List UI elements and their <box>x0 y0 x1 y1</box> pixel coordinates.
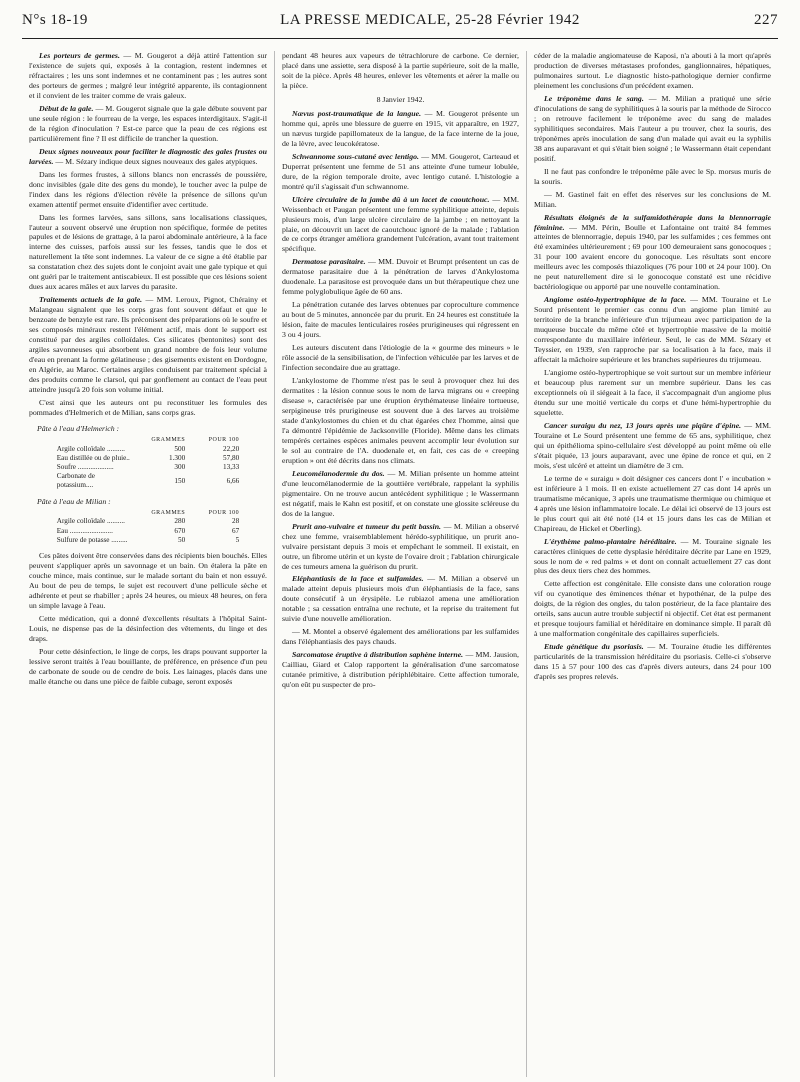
formula-table <box>53 437 243 491</box>
paragraph <box>534 642 771 682</box>
paragraph-text: Les auteurs discutent dans l'étiologie de la « gourme des mineurs » le rôle associé de la sensibilisation, de l'infection véhiculée par les larves et de l'infection secondaire due au grattage. <box>282 343 519 373</box>
paragraph-text: — MM. Weissenbach et Paugan présentent une femme syphilitique atteinte, depuis plusieurs mois, d'un large ulcère circulaire de la jambe ; en nettoyant la plaie, on découvrit un lacet de caoutchouc ignoré de la malade ; l'ablation de ce corps étranger améliora grandement l'ulcération, avant tout traitement spécifique. <box>282 194 519 254</box>
paragraph-text: — M. Milian a observé chez une femme, vraisemblablement hérédo-syphilitique, un prurit ano-vulvaire persistant depuis 3 mois et empêchant le sommeil. Il existait, en outre, un fibrome utérin et un kyste de l'ovaire droit ; l'ablation chirurgicale de ces tumeurs amena la guérison du prurit. <box>282 521 519 571</box>
formula-grams: 50 <box>178 535 186 544</box>
paragraph-heading: Angiome ostéo-hypertrophique de la face. <box>544 295 687 305</box>
paragraph <box>534 51 771 91</box>
formula-ingredient: Eau distillée ou de pluie.. <box>56 453 130 462</box>
paragraph <box>29 170 267 210</box>
formula-ingredient: Carbonate de potassium.... <box>56 472 95 490</box>
page-number: 227 <box>754 12 778 28</box>
paragraph-text: — M. Montel a observé également des améliorations par les sulfamides dans l'éléphantiasis des pays chauds. <box>282 627 519 647</box>
paragraph-heading: Ulcère circulaire de la jambe dû à un lacet de caoutchouc. <box>292 194 490 204</box>
paragraph <box>534 421 771 471</box>
formula-percent: 6,66 <box>226 476 240 485</box>
paragraph-text: — MM. Périn, Boulle et Lafontaine ont traité 84 femmes atteintes de blennorragie, depuis 1940, par les sulfamides ; ces femmes ont été examinées ultérieurement ; 69 pour 100 demeuraient sans gonocoques ; 31 pour 100 avaient encore du gonocoque. Les résultats sont encore meilleurs avec les composés thiazoliques (76 pour 100 et 24 pour 100). On ne peut naturellement dire si le gonocoque constaté est une récidive bactériologique ou apporté par une nouvelle contamination. <box>534 222 771 292</box>
paragraph <box>29 614 267 644</box>
paragraph-heading: Résultats éloignés de la sulfamidothérapie dans la blennorragie féminine. <box>534 212 771 232</box>
paragraph-text: — M. Touraine signale les caractères cliniques de cette dysplasie héréditaire décrite par Lane en 1929, sous le nom de « red palms » et dont on connaît actuellement 27 cas dont plus des deux tiers chez des hommes. <box>534 536 771 576</box>
formula-percent: 28 <box>232 517 240 526</box>
paragraph <box>534 295 771 365</box>
paragraph-text: Pour cette désinfection, le linge de corps, les draps pouvant supporter la lessive seront traités à l'eau bouillante, de préférence, en présence d'un peu de carbonate de soude ou de cendre de bois. Les lainages, placés dans une malle étanche ou dans une pièce de faible cubage, seront exposés <box>29 646 267 686</box>
formula-header-row <box>53 437 243 445</box>
paragraph <box>29 104 267 144</box>
paragraph-heading: Etude génétique du psoriasis. <box>544 642 644 652</box>
paragraph <box>534 537 771 577</box>
paragraph-text: — M. Gastinel fait en effet des réserves sur les conclusions de M. Milian. <box>534 189 771 209</box>
formula-title: Pâte à l'eau de Milian : <box>37 496 111 506</box>
paragraph-text: Cette médication, qui a donné d'excellents résultats à l'hôpital Saint-Louis, ne dispense pas de la désinfection des vêtements, du linge et des draps. <box>29 613 267 643</box>
paragraph <box>282 257 519 297</box>
paragraph <box>29 551 267 611</box>
formula-row <box>53 463 243 472</box>
paragraph-heading: Eléphantiasis de la face et sulfamides. <box>292 574 424 584</box>
paragraph-text: — M. Milian présente un homme atteint d'une leucomélanodermie de la gouttière vertébrale, rappelant la syphilis pigmentaire. On ne trouve aucun antécédent syphilitique ; le Wassermann est négatif, mais le Kahn est positif, et on constate une glossite scléreuse du dos de la langue. <box>282 468 519 518</box>
paragraph-heading: Dermatose parasitaire. <box>292 257 366 267</box>
paragraph <box>29 147 267 167</box>
formula-grams: 300 <box>174 462 186 471</box>
formula-row <box>53 517 243 526</box>
paragraph-text: céder de la maladie angiomateuse de Kaposi, n'a abouti à la mort qu'après production de diverses métastases profondes, ganglionnaires, hépatiques, pulmonaires surtout. Le diagnostic histo-pathologique dernier confirme pleinement les conclusions d'un précédent examen. <box>534 51 771 90</box>
paragraph-heading: Leucomélanodermie du dos. <box>292 468 385 478</box>
column-3 <box>526 51 778 1077</box>
formula-header-cell: GRAMMES <box>151 509 186 516</box>
paragraph <box>534 368 771 418</box>
paragraph <box>534 213 771 293</box>
formula-ingredient: Eau ........................ <box>56 526 113 535</box>
session-date: 8 Janvier 1942. <box>376 94 425 104</box>
paragraph-heading: Les porteurs de germes. <box>39 51 120 60</box>
formula-header-row <box>53 510 243 518</box>
formula-row <box>53 472 243 490</box>
paragraph <box>29 295 267 395</box>
paragraph <box>534 167 771 187</box>
paragraph <box>282 469 519 519</box>
formula-ingredient: Argile colloïdale .......... <box>56 517 125 526</box>
formula-grams: 500 <box>174 444 186 453</box>
paragraph <box>534 94 771 164</box>
paragraph <box>534 474 771 534</box>
paragraph <box>282 300 519 340</box>
paragraph <box>29 213 267 293</box>
paragraph <box>282 152 519 192</box>
paragraph-text: La pénétration cutanée des larves obtenues par coproculture commence au bout de 5 minutes, annoncée par du prurit. En 24 heures est constituée la lésion, faite de macules lenticulaires rosées prurigineuses qui régressent en 3 ou 4 jours. <box>282 300 519 340</box>
paragraph-heading: Le tréponème dans le sang. <box>544 93 644 103</box>
paragraph <box>282 627 519 647</box>
column-2 <box>274 51 526 1077</box>
paragraph <box>282 376 519 466</box>
paragraph-text: Dans les formes frustes, à sillons blancs non encrassés de poussière, donc invisibles (gale dite des gens du monde), le toucher avec la pulpe de l'index dans les régions d'élection révèle la présence de sillons qu'un examen attentif permet ensuite d'identifier avec certitude. <box>29 169 267 209</box>
paragraph-text: — M. Gougerot présente un homme qui, après une blessure de guerre en 1915, vit apparaître, en 1927, un nævus turgide papillomateux de la langue, de la face interne de la joue, de la lèvre, avec leucokératose. <box>282 108 519 148</box>
formula-percent: 22,20 <box>223 444 240 453</box>
paragraph <box>534 190 771 210</box>
paragraph-heading: Deux signes nouveaux pour faciliter le diagnostic des gales frustes ou larvées. <box>29 146 267 166</box>
paragraph <box>282 574 519 624</box>
formula-title: Pâte à l'eau d'Helmerich : <box>37 423 120 433</box>
formula-grams: 280 <box>174 517 186 526</box>
formula-ingredient: Sulfure de potasse ......... <box>56 535 128 544</box>
formula-grams: 150 <box>174 476 186 485</box>
paragraph <box>282 195 519 255</box>
paragraph-heading: Traitements actuels de la gale. <box>39 295 143 305</box>
paragraph <box>282 650 519 690</box>
paragraph <box>282 109 519 149</box>
formula-header-cell: GRAMMES <box>151 436 186 443</box>
paragraph-text: — MM. Duvoir et Brumpt présentent un cas de dermatose parasitaire due à la pénétration de larves d'Ankylostoma duodenale. La parasitose est provoquée dans un but thérapeutique chez une femme polyglobulique âgée de 60 ans. <box>282 257 519 297</box>
formula-ingredient: Soufre .................... <box>56 462 114 471</box>
paragraph-heading: Nævus post-traumatique de la langue. <box>292 108 422 118</box>
formula-header-cell: POUR 100 <box>208 436 240 443</box>
paragraph <box>282 522 519 572</box>
paragraph-text: — MM. Leroux, Pignot, Chérainy et Malangeau signalent que les corps gras font souvent défaut et que le benzoate de benzyle est rare. Ils préconisent des préparations où le soufre et ses composés minéraux restent l'élément actif, mais dont le support est constitué par des argiles colloïdales. Ces silicates (bentonites) sont des argiles savonneuses qui absorbent un grand nombre de fois leur volume d'eau en prenant la forme gélatineuse ; des gisements existent en Dordogne, en Algérie, au Maroc. Certaines argiles conduisent par traitement spécial à des produits comme le clarsol, qui par gonflement au contact de l'eau peut atteindre jusqu'à 20 fois son volume initial. <box>29 295 267 394</box>
paragraph <box>534 579 771 639</box>
paragraph <box>282 343 519 373</box>
paragraph-heading: Sarcomatose éruptive à distribution saphène interne. <box>292 650 464 660</box>
paragraph-text: — M. Touraine étudie les différentes particularités de la transmission héréditaire du psoriasis. Celle-ci s'observe dans 15 à 57 pour 100 des cas d'après divers auteurs, dans 24 pour 100 d'après ses propres relevés. <box>534 642 771 682</box>
paragraph-text: Il ne faut pas confondre le tréponème pâle avec le Sp. morsus muris de la souris. <box>534 166 771 186</box>
paragraph <box>282 51 519 91</box>
formula-percent: 13,33 <box>223 462 240 471</box>
formula-row <box>53 536 243 545</box>
paragraph-heading: Cancer suraigu du nez, 13 jours après une piqûre d'épine. <box>544 420 742 430</box>
paragraph-text: — M. Milian a pratiqué une série d'inoculations de sang de syphilitiques à la souris par la méthode de Sirocco ; on retrouve facilement le tréponème avec du sang de malades syphilitiques secondaires. Mais l'auteur a pu trouver, chez la souris, des tréponèmes après inoculation de sang d'un malade qui avait eu la syphilis 38 ans auparavant et qui s'était bien soigné ; le Wassermann était cependant positif. <box>534 93 771 163</box>
paragraph-heading: Schwannome sous-cutané avec lentigo. <box>292 151 419 161</box>
formula-row <box>53 527 243 536</box>
column-1 <box>22 51 274 1077</box>
formula-header-blank <box>53 437 135 445</box>
paragraph-text: Le terme de « suraigu » doit désigner ces cancers dont l' « incubation » est inférieure à 1 mois. Il en existe actuellement 27 cas dont 14 après un traumatisme mécanique, 3 après une traumatisme thermique ou chimique et 4 après une lésion inflammatoire locale. Le délai ici observé de 13 jours est le plus court qui ait été noté (14 et 15 jours dans les cas de Milian et Chapireau, de Hickel et Oberling). <box>534 473 771 533</box>
paragraph-text: pendant 48 heures aux vapeurs de tétrachlorure de carbone. Ce dernier, placé dans une assiette, sera disposé à la partie supérieure, soit de la malle, soit de la pièce. Après 48 heures, enlever les vêtements et aérer la malle ou la pièce. <box>282 51 519 90</box>
paragraph-text: Dans les formes larvées, sans sillons, sans localisations classiques, l'auteur a souvent observé une éruption non spécifique, formée de petites papules et de lésions de grattage, à la paroi abdominale antérieure, à la face interne des cuisses, parfois aussi sur les fesses, tandis que le dos et naturellement la tête sont indemnes. La valeur de ce signe a été établie par sa constatation chez des sujets dont le conjoint avait une gale typique et qui ont guéri par le traitement antiscabieux. Il est possible que ces lésions soient dues aux acares mâles et aux larves du parasite. <box>29 212 267 292</box>
paragraph <box>29 398 267 418</box>
formula-percent: 67 <box>232 526 240 535</box>
paragraph-text: — MM. Jausion, Cailliau, Giard et Calop rapportent la généralisation d'une sarcomatose cutanée primitive, à distribution périphlébitaire. Cette affection tumorale, qu'on eût pu suspecter de pro- <box>282 650 519 690</box>
page-header <box>22 12 778 39</box>
formula-percent: 57,80 <box>223 453 240 462</box>
formula-ingredient: Argile colloïdale .......... <box>56 444 125 453</box>
paragraph-text: C'est ainsi que les auteurs ont pu reconstituer les formules des pommades d'Helmerich et de Milian, sans corps gras. <box>29 397 267 417</box>
paragraph-text: — M. Gougerot a déjà attiré l'attention sur l'existence de sujets qui, exposés à la contagion, restent indemnes et réfractaires ; les uns sont indemnes et ne contaminent pas ; les autres sont des porteurs de germes ; malgré leur intégrité apparente, ils contagionnent et il convient de les traiter comme de vrais galeux. <box>29 51 267 100</box>
formula-row <box>53 445 243 454</box>
formula-percent: 5 <box>235 535 240 544</box>
paragraph-text: — M. Milian a observé un malade atteint depuis plusieurs mois d'un éléphantiasis de la face, sans doute consécutif à un érysipèle. Le rubiazol amena une amélioration notable ; sa cessation entraîna une rechute, et la reprise du traitement fut suivie d'une nouvelle amélioration. <box>282 574 519 624</box>
formula-table <box>53 510 243 545</box>
paragraph-text: L'ankylostome de l'homme n'est pas le seul à provoquer chez lui des dermatites : la lésion connue sous le nom de larva migrans ou « creeping disease », caractérisée par une éruption érythémateuse linéaire tortueuse, serpigineuse très prurigineuse est souvent due à des larves au troisième stade d'ankylostomes du chien et du chat égarées chez l'homme, ainsi que l'a démontré l'épidémie de Jacksonville (Floride). Même dans les climats tempérés certaines espèces animales peuvent accomplir leur évolution sur le sol au contraire de l'A. duodenale et, en fait, ces cas de « creeping eruption » ont été décrits dans nos climats. <box>282 376 519 465</box>
formula-row <box>53 454 243 463</box>
paragraph-heading: Début de la gale. <box>39 103 94 113</box>
formula-grams: 670 <box>174 526 186 535</box>
formula-grams: 1.300 <box>169 453 186 462</box>
paragraph-text: Ces pâtes doivent être conservées dans des récipients bien bouchés. Elles peuvent s'appliquer après un savonnage et un bain. On étalera la pâte en couche mince, mais continue, sur le malade sortant du bain et non essuyé. Au bout de peu de temps, le sujet est recouvert d'une pellicule sèche et adhérente et peut se rhabiller ; après 24 heures, ou mieux 48 heures, on fera un simple lavage à l'eau. <box>29 550 267 610</box>
paragraph-text: L'angiome ostéo-hypertrophique se voit surtout sur un membre inférieur et beaucoup plus rarement sur un membre supérieur. Dans les cas exceptionnels où il siégeait à la face, il s'accompagnait d'un angiome plus étendu sur une moitié verticale du corps et d'une hémi-hypertrophie du squelette. <box>534 368 771 417</box>
paragraph-text: Cette affection est congénitale. Elle consiste dans une coloration rouge vif ou cyanotique des éminences thénar et hypothénar, de la pulpe des doigts, de la région des ongles, du talon postérieur, de la face plantaire des orteils, sans aucun autre trouble subjectif ni objectif. Cet état est permanent et presque toujours familial et héréditaire en dominance simple. Il paraît dû à une malformation congénitale des capillaires superficiels. <box>534 579 771 639</box>
issue-number: N°s 18-19 <box>22 12 88 28</box>
paragraph-text: — MM. Touraine et Le Sourd présentent le premier cas connu d'un angiome plan limité au territoire de la branche inférieure d'un trijumeau avec participation de la muqueuse buccale du même côté et hypertrophie massive de la moitié correspondante du maxillaire inférieur. Seul, le cas de MM. Sézary et Teyssier, en 1939, s'en rapproche par sa localisation à la face, mais il affectait la mâchoire supérieure et les branches supérieures du trijumeau. <box>534 295 771 365</box>
paragraph <box>29 647 267 687</box>
paragraph-heading: L'érythème palmo-plantaire héréditaire. <box>544 536 677 546</box>
paragraph-heading: Prurit ano-vulvaire et tumeur du petit bassin. <box>292 521 442 531</box>
paragraph <box>29 51 267 101</box>
formula-header-cell: POUR 100 <box>208 509 240 516</box>
paragraph-text: — M. Sézary indique deux signes nouveaux des gales atypiques. <box>53 156 258 166</box>
paragraph-text: — MM. Touraine et Le Sourd présentent une femme de 65 ans, syphilitique, chez qui un épithélioma spino-cellulaire s'est développé au point même où elle s'était piquée, 13 jours auparavant, avec une épine de ronce et qui, en 2 mois, s'est ulcéré et atteint un diamètre de 3 cm. <box>534 420 771 470</box>
journal-title: LA PRESSE MEDICALE, 25-28 Février 1942 <box>280 12 580 28</box>
formula-header-blank <box>53 510 135 518</box>
paragraph-text: — MM. Gougerot, Carteaud et Duperrat présentent une femme de 51 ans atteinte d'une tumeur lobulée, dure, de la région temporale droite, avec lentigo cutané. L'histologie a montré qu'il s'agissait d'un schwannome. <box>282 151 519 191</box>
paragraph-text: — M. Gougerot signale que la gale débute souvent par une seule région : le fourreau de la verge, les espaces interdigitaux. S'agit-il de la région d'inoculation ? Est-ce parce que la peau de ces régions est particulièrement fine ? Il est difficile de trancher la question. <box>29 103 267 143</box>
